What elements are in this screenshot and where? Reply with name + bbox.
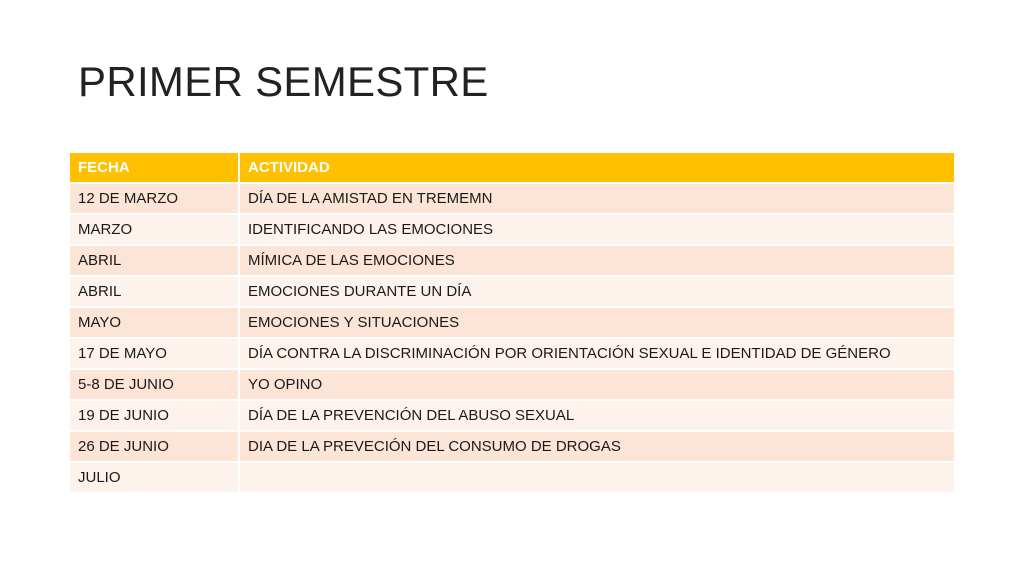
cell-date: JULIO	[70, 462, 239, 493]
cell-activity: DIA DE LA PREVECIÓN DEL CONSUMO DE DROGAS	[239, 431, 954, 462]
header-date: FECHA	[70, 153, 239, 183]
cell-date: MAYO	[70, 307, 239, 338]
cell-date: 5-8 DE JUNIO	[70, 369, 239, 400]
cell-activity: DÍA DE LA AMISTAD EN TREMEMN	[239, 183, 954, 214]
table-row	[70, 183, 954, 214]
table-row	[70, 245, 954, 276]
schedule-table	[70, 153, 954, 494]
table-row	[70, 307, 954, 338]
cell-date: 17 DE MAYO	[70, 338, 239, 369]
cell-activity: IDENTIFICANDO LAS EMOCIONES	[239, 214, 954, 245]
table-row	[70, 431, 954, 462]
cell-date: 26 DE JUNIO	[70, 431, 239, 462]
header-activity: ACTIVIDAD	[239, 153, 954, 183]
cell-date: 12 DE MARZO	[70, 183, 239, 214]
cell-date: ABRIL	[70, 276, 239, 307]
slide-title: PRIMER SEMESTRE	[78, 58, 489, 105]
cell-date: ABRIL	[70, 245, 239, 276]
cell-activity: DÍA CONTRA LA DISCRIMINACIÓN POR ORIENTACIÓN SEXUAL E IDENTIDAD DE GÉNERO	[239, 338, 954, 369]
table-row	[70, 462, 954, 493]
cell-date: 19 DE JUNIO	[70, 400, 239, 431]
cell-activity: DÍA DE LA PREVENCIÓN DEL ABUSO SEXUAL	[239, 400, 954, 431]
cell-date: MARZO	[70, 214, 239, 245]
table-row	[70, 400, 954, 431]
cell-activity	[239, 462, 954, 493]
table-row	[70, 214, 954, 245]
cell-activity: EMOCIONES DURANTE UN DÍA	[239, 276, 954, 307]
cell-activity: MÍMICA DE LAS EMOCIONES	[239, 245, 954, 276]
table-row	[70, 338, 954, 369]
table-row	[70, 276, 954, 307]
table-row	[70, 369, 954, 400]
table-header-row	[70, 153, 954, 183]
cell-activity: EMOCIONES Y SITUACIONES	[239, 307, 954, 338]
cell-activity: YO OPINO	[239, 369, 954, 400]
